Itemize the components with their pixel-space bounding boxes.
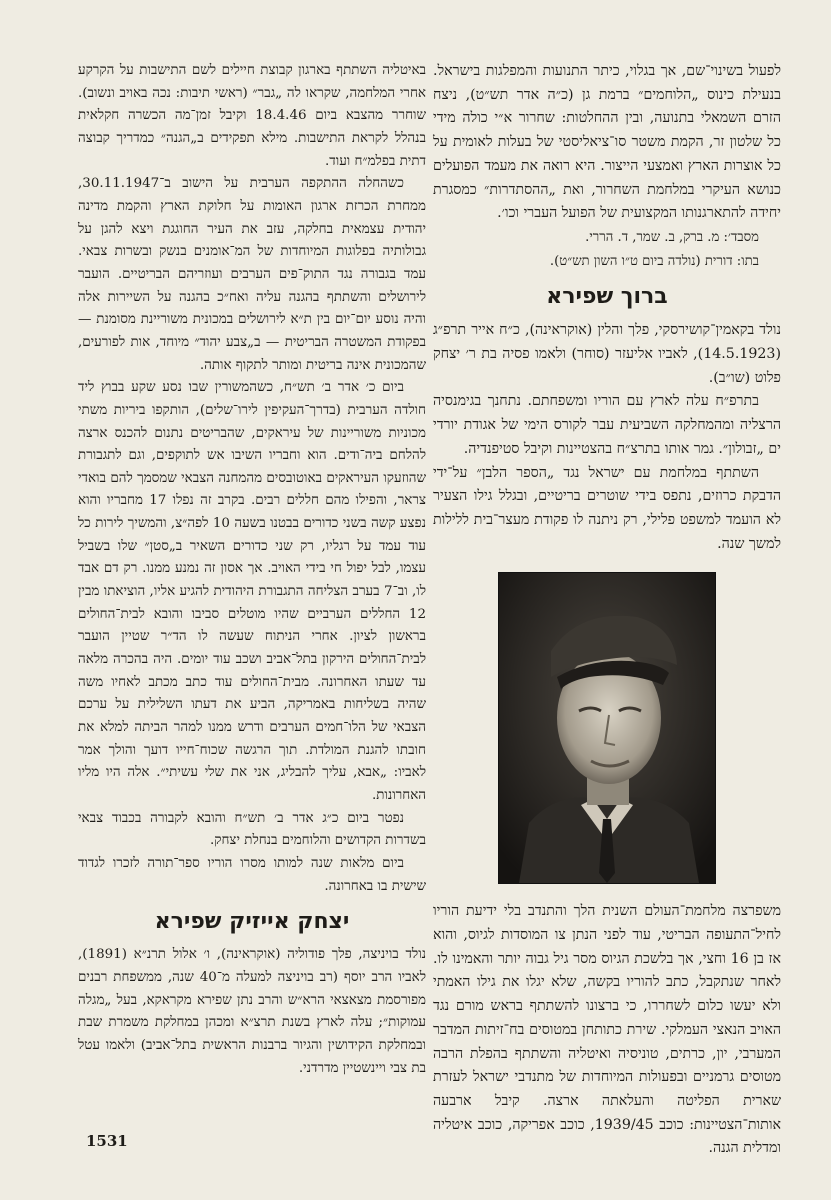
entry-title-baruch: ברוך שפירא xyxy=(546,284,668,310)
bio-paragraph: משפרצה מלחמת־העולם השנית הלך והתנדב בלי ידיעת הוריו לחיל־התעופה הבריטי, עוד לפני הנתן צו המוסדות לגיוס, והוא אז בן 16 וחצי, אך בלשכת הגיוס מסר גיל גבוה יותר והאמינו לו. לאחר שנתקבל, כתב להוריו בקשה, שלא יגלו את גילו האמתי ולא יעשו כלום לשחררו, כי ברצונו להשתתף בראש מורם נגד האויב הנאצי העמלקי. שירת כתותחן במטוסים בח־זיתות המדבר המערבי, יון, כרתים, טוניסיה ואיטליה והשתתף בהפלת הרבה מטוסים גרמניים ובפעולות המיוחדות של מתנדבי ישראל לעזרת שארית הפליטה והעלאתה ארצה. קיבל ארבעה אותות־הצטיינות: כוכב 1939/45, כוכב אפריקה, כוכב איטליה ומדלית הגנה. xyxy=(433,903,781,1157)
portrait-photo xyxy=(498,572,716,884)
sources-line: מסבד׳: מ. ברק, ב. שמר, ד. הררי. xyxy=(585,229,759,245)
bio-paragraph: נולד בויניצה, פלך פודוליה (אוקראינה), ו׳ אלול תרנ״א (1891), לאביו הרב יוסף (רב בויניצה למעלה מ־40 שנה, ממשפחת רבנים מפורסמת מצאצאי הרא״ש והרב נתן שפירא מקראקא, בעל „מגלה עמוקות״; עלה לארץ בשנת תרצ״א ומכהן במחלקת משמרת שבת ובמחלקת הקידושין והגיור ברבנות הראשית בתל־אביב) ולאמו עטל בת צבי ויינשטיין מדרדני. xyxy=(78,947,427,1076)
portrait-image xyxy=(499,573,715,883)
right-column xyxy=(433,60,781,1170)
page-number: 1531 xyxy=(86,1132,128,1150)
bio-paragraph: באיטליה השתתף בארגון קבוצת חיילים לשם התישבות על הקרקע אחרי המלחמה, שקראו לה „גבר״ (ראשי תיבות: נכה באויב ונשוב). שוחרר מהצבא ביום 18.4.46 וקיבל זמן־מה הכשרה חקלאית בנהלל לקראת התישבות. מילא תפקידים ב„הגנה״ כמדריך קבוצה דתית בפלמ״ח ועוד. xyxy=(78,63,426,169)
daughter-line: בתו: דורית (נולדה ביום ט״ו השון תש״ט). xyxy=(549,253,759,269)
bio-paragraph: כשהחלה ההתקפה הערבית על הישוב ב־30.11.1947, ממחרת הכרזת ארגון האומות על חלוקת הארץ והקמת מדינה יהודית עצמאית בחלקה, עזב את העיר החוגגת ויצא להגן על גבולותיה בפלוגות המיוחדות של המ־אומנים בנשק ובשרות צבאי. עמד בגבורה נגד התוק־פים הערבים ועוזריהם הבריטיים. הועבר לירושלים והשתתף בהגנה עליה ואח״כ בהגנה על השיירות אלה והיה נוסע יום־יום בין ת״א לירושלים במכונית משוריינת מסומנת — בפקודת המשטרה הבריטית — ב„צבע יהוד״ מיוחד, אות לפורעים, שהמכונית אינה בריטית ומותר לתקוף אותה. xyxy=(78,176,426,373)
bio-paragraph: השתתף במלחמת עם ישראל נגד „הספר הלבן״ על־ידי הדבקת כרוזים, נתפס בידי שוטרים בריטיים, ובגלל גילו הצעיר לא הועמד למשפט פלילי, רק ניתנה לו פקודת מעצר־בית ללילות למשך שנה. xyxy=(433,464,781,552)
bio-paragraph: ביום כ׳ אדר ב׳ תש״ח, כשהמשורין שבו נסע שקע בבוץ ליד חולדה הערבית (בדרך־העקיפין לירו־שלים), הותקפו ביריות משתי מכוניות משוריינות של עיראקים, שהבריטים נתנום להכנס ארצה להלחם ביה־ודים. הוא וחבריו השיבו אש לתוקפים, וגם לתגבורת שהוזעקו העיראקים באוטובסים מהמחנה הצבאי שמסמך להם בואדי צראר, והפילו מהם חללים רבים. בקרב זה נפלו 17 מחבריו והוא נפצע קשה בשני כדורים בבטנו בשעה 10 לפה״צ, והמשיך לירות כל עוד עמד על רגליו, רק שני כדורים השאיר ב„סטן״ שלו בשביל עצמו, לבל יפול חי בידי האויב. אך אסון זה נמנע ממנו. רק דם אבד לו, וב־7 בערב הצליחה התגבורת היהודית להגיע אליו, הוציאתו מבין 12 החללים הערביים שהיו מוטלים סביבו והובא לבית־החולים בראשון לציון. אחרי הניתוח שעשה לו הד״ר שטיין הועבר לבית־החולים הירקון בתל־אביב ושכב עוד יומים. היה בהכרה מלאה עד שעתו האחרונה. מבית־החולים עוד כתב מכתב לאחיו משה שהיה בשליחות באמריקה, הביע את דעתו השלילית על ערכם הצבאי של הלו־חמים הערבים ודרש ממנו למהר הביתה למלא את חובתו להגנת המולדת. תוך הרגשה שכוח־חייו דועך והולך אמר לאביו: „אבא, עליך להבליג, אני את שלי עשיתי״. אלה היו מליו האחרונות. xyxy=(78,380,426,803)
bio-paragraph: נולד בקאמין־קושירסקי, פלך והלין (אוקראינה), כ״ח אייר תרפ״ג (14.5.1923), לאביו אליעזר (סוחר) ולאמו פסיה בת ר׳ יצחק פלוט (שו״ב). xyxy=(433,322,781,386)
bio-paragraph: נפטר ביום כ״ג אדר ב׳ תש״ח והובא לקבורה בכבוד צבאי בשדרות הקדושים והלוחמים בנחלת יצחק. xyxy=(78,810,426,849)
bio-paragraph: בתרפ״ח עלה לארץ עם הוריו ומשפחתם. נתחנך בגימנסיה הרצליה ומהמחלקה השביעית עבר לקורס הימי של אגודת יורדי ים „זבולון״. גמר אותו בתרצ״ח בהצטיינות וקיבל סטיפנדיה. xyxy=(433,393,781,457)
entry-title-yitzhak: יצחק אייזיק שפירא xyxy=(154,909,350,935)
bio-paragraph: ביום מלאות שנה למותו מסרו הוריו ספר־תורה לזכרו לגדוד שישית בו באחרונה. xyxy=(78,855,426,894)
left-column xyxy=(78,60,426,1080)
intro-paragraph: לפעול בשינוי־שם, אך בגלוי, כיתר התנועות והמפלגות בישראל. בנעילת כינוס „הלוחמים״ ברמת גן (כ״ה אדר תש״ט), ניצח הזרם השמאלי בתנועה, ובין ההחלטות: שחרור א״י כולה מידי כל שלטון זר, הקמת משטר סו־ציאליסטי של בעלות לאומית על כל אוצרות הארץ ואמצעי הייצור. היא רואה את מעמד הפועלים כנושא העיקרי במלחמת השחרור, ואת „ההסתדרות״ כמסגרת יחידה להתארגנותו המקצועית של הפועל העברי וכו׳. xyxy=(433,63,781,222)
